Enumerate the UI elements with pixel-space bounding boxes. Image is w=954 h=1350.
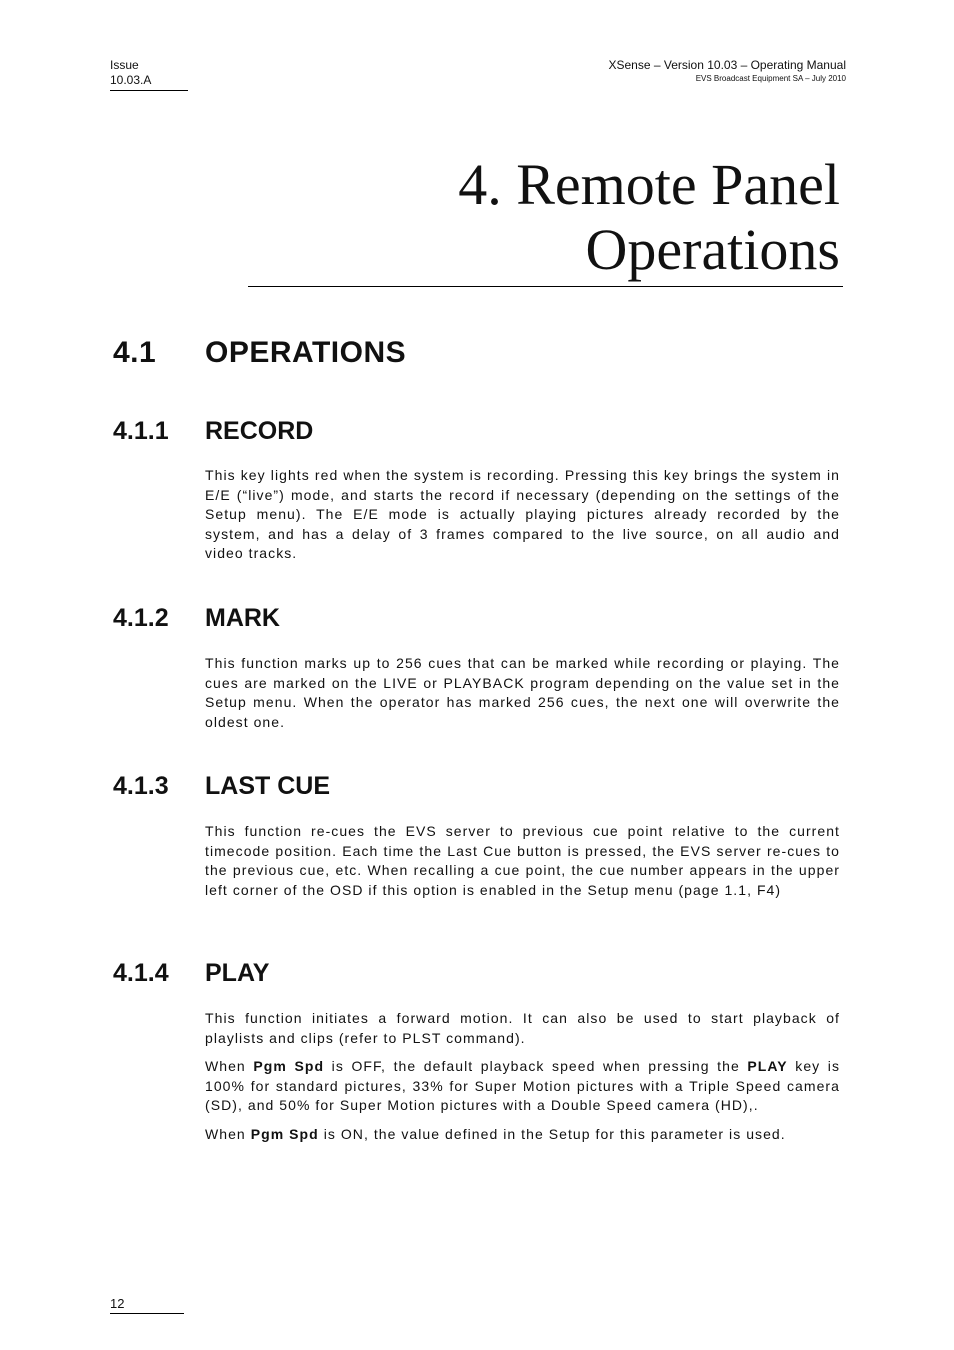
subsection-number: 4.1.2 [113, 604, 169, 632]
section-heading [113, 336, 406, 370]
keyword-pgm-spd: Pgm Spd [250, 1125, 319, 1142]
issue-number: 10.03.A [110, 73, 152, 87]
chapter-title [248, 152, 843, 287]
chapter-title-line1: 4. Remote Panel [458, 152, 840, 217]
subsection-title: RECORD [205, 417, 314, 445]
subsection-number: 4.1.1 [113, 417, 169, 445]
paragraph: When Pgm Spd is OFF, the default playback speed when pressing the PLAY key is 100% for standard pictures, 33% for Super Motion pictures with a Triple Speed camera (SD), and 50% for Super Motion pictures with a Double Speed camera (HD),. [205, 1058, 841, 1113]
subsection-number: 4.1.3 [113, 772, 169, 800]
keyword-pgm-spd: Pgm Spd [253, 1058, 325, 1074]
subsection-title: PLAY [205, 959, 270, 987]
paragraph: This function re-cues the EVS server to previous cue point relative to the current timecode position. Each time the Last Cue button is pressed, the EVS server re-cues to the previous cue, etc. When recalling a cue point, the cue number appears in the upper left corner of the OSD if this option is enabled in the Setup menu (page 1.1, F4) [205, 823, 840, 898]
paragraph: This function initiates a forward motion. It can also be used to start playback of playlists and clips (refer to PLST command). [205, 1010, 840, 1046]
section-number: 4.1 [113, 336, 157, 369]
keyword-play: PLAY [747, 1058, 788, 1074]
chapter-title-line2: Operations [585, 217, 840, 282]
document-subtitle: EVS Broadcast Equipment SA – July 2010 [695, 74, 846, 83]
issue-label: Issue [110, 58, 139, 72]
subsection-heading-play [113, 959, 269, 988]
paragraph: This key lights red when the system is recording. Pressing this key brings the system in E/E (“live”) mode, and starts the record if necessary (depending on the settings of the Setup menu). The E/E mode is actually playing pictures already recorded by the system, and has a delay of 3 frames compared to the live source, on all audio and video tracks. [205, 467, 840, 561]
header-document-info [609, 58, 847, 84]
page-number: 12 [110, 1296, 184, 1314]
section-title: OPERATIONS [205, 336, 407, 369]
paragraph: This function marks up to 256 cues that can be marked while recording or playing. The cues are marked on the LIVE or PLAYBACK program depending on the value set in the Setup menu. When the operator has marked 256 cues, the next one will overwrite the oldest one. [205, 655, 840, 730]
header-issue [110, 58, 188, 91]
subsection-heading-last-cue [113, 772, 330, 801]
document-title: XSense – Version 10.03 – Operating Manual [608, 58, 846, 72]
subsection-title: LAST CUE [205, 772, 330, 800]
subsection-heading-mark [113, 604, 280, 633]
subsection-heading-record [113, 417, 313, 446]
subsection-body-record [205, 466, 840, 573]
paragraph: When Pgm Spd is ON, the value defined in the Setup for this parameter is used. [205, 1125, 786, 1142]
subsection-body-play [205, 1009, 840, 1153]
subsection-title: MARK [205, 604, 280, 632]
subsection-body-mark [205, 654, 840, 741]
subsection-body-last-cue [205, 822, 840, 909]
subsection-number: 4.1.4 [113, 959, 169, 987]
